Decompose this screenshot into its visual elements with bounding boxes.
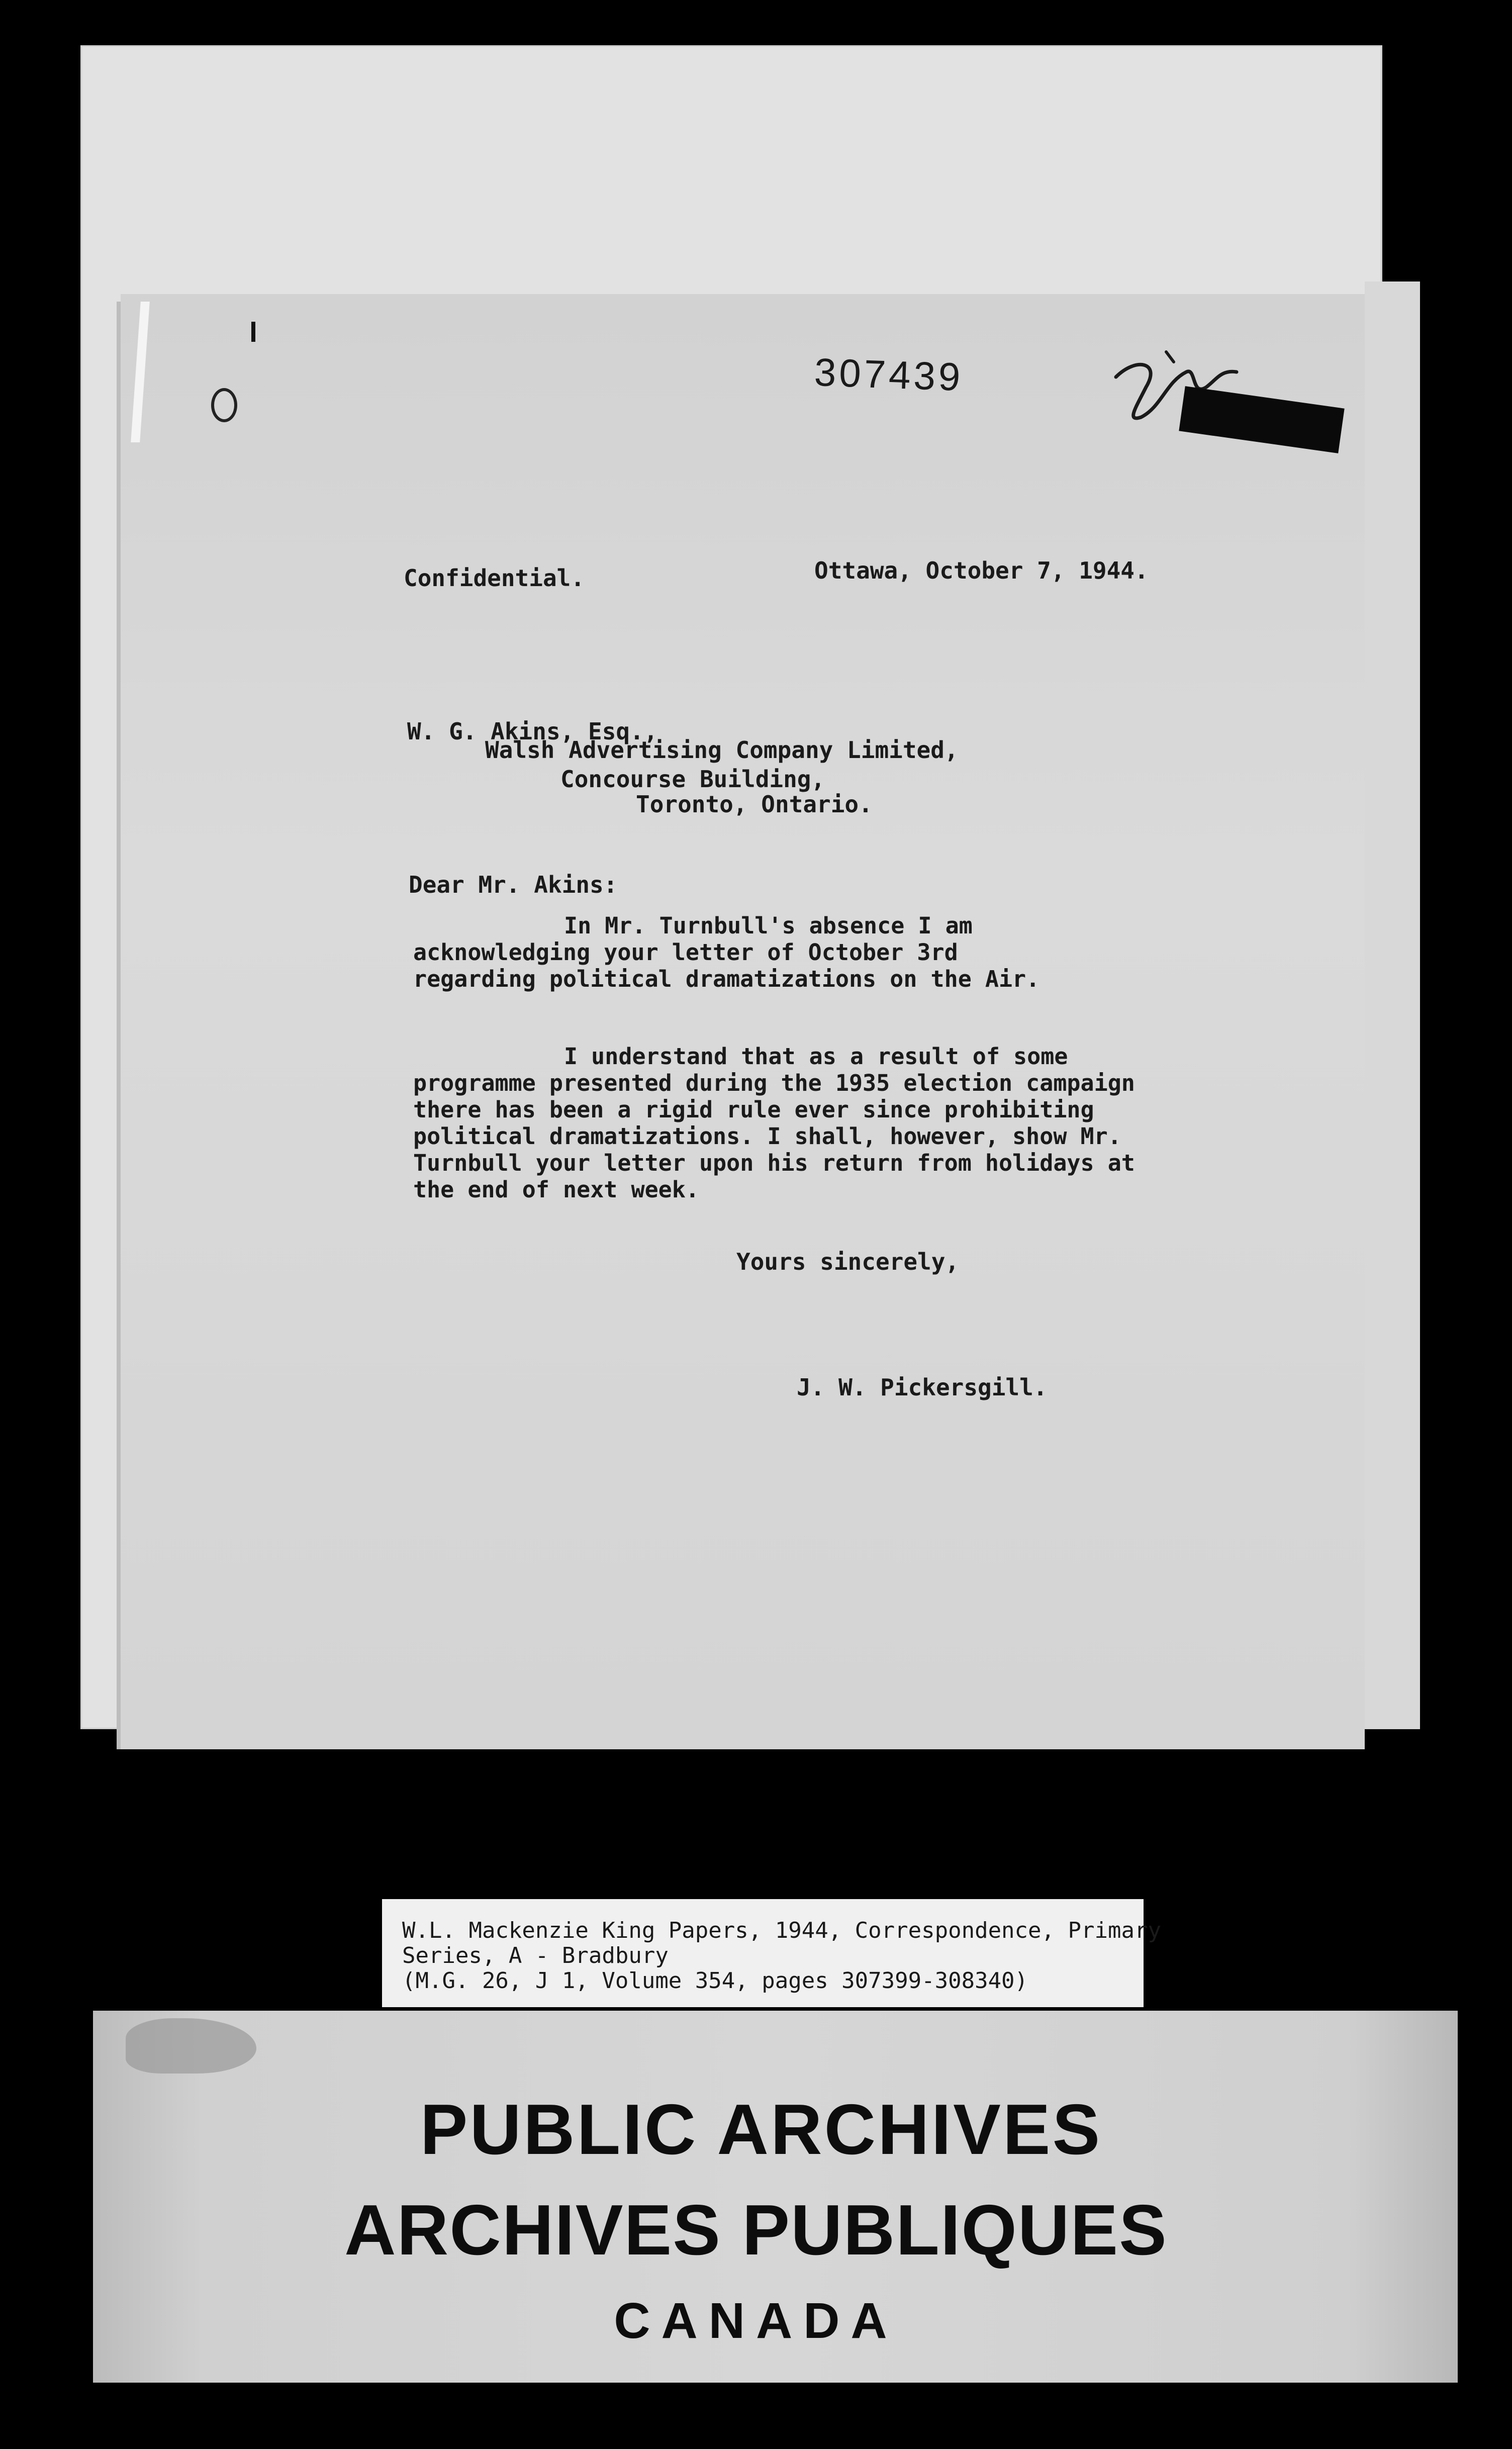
catalog-label <box>382 1899 1161 2007</box>
binder-hole-icon <box>211 388 237 422</box>
letter-sheet <box>121 294 1365 1749</box>
closing: Yours sincerely, <box>736 1248 960 1275</box>
tick-mark <box>251 322 255 342</box>
catalog-text <box>402 1918 1161 1994</box>
paragraph-2 <box>413 1043 1157 1203</box>
archives-country: CANADA <box>614 2293 898 2349</box>
address-line-4: Toronto, Ontario. <box>636 791 873 818</box>
confidential-label: Confidential. <box>404 564 585 592</box>
back-paper-edge <box>1365 281 1420 1729</box>
archives-title-english: PUBLIC ARCHIVES <box>420 2090 1102 2170</box>
salutation: Dear Mr. Akins: <box>409 871 618 898</box>
catalog-line-1: W.L. Mackenzie King Papers, 1944, Correspondence, Primary <box>402 1918 1161 1943</box>
paragraph-2-text: I understand that as a result of some programme presented during the 1935 election campaign there has been a rigid rule ever since prohibiting political dramatizations. I shall, however, show Mr. Turnbull your letter upon his return from holidays at the end of next week. <box>413 1043 1135 1203</box>
address-line-3: Concourse Building, <box>560 766 825 793</box>
address-line-2: Walsh Advertising Company Limited, <box>485 736 959 764</box>
letter-date: Ottawa, October 7, 1944. <box>814 557 1149 584</box>
catalog-line-3: (M.G. 26, J 1, Volume 354, pages 307399-308340) <box>402 1968 1028 1994</box>
catalog-line-2: Series, A - Bradbury <box>402 1943 669 1968</box>
address-line-1: W. G. Akins, Esq., <box>407 718 658 745</box>
paragraph-1-text: In Mr. Turnbull's absence I am acknowledging your letter of October 3rd regarding political dramatizations on the Air. <box>413 912 1040 992</box>
archive-page-number: 307439 <box>813 349 964 400</box>
signature: J. W. Pickersgill. <box>797 1374 1048 1401</box>
archives-title-french: ARCHIVES PUBLIQUES <box>344 2190 1168 2270</box>
paragraph-1 <box>413 912 1067 992</box>
